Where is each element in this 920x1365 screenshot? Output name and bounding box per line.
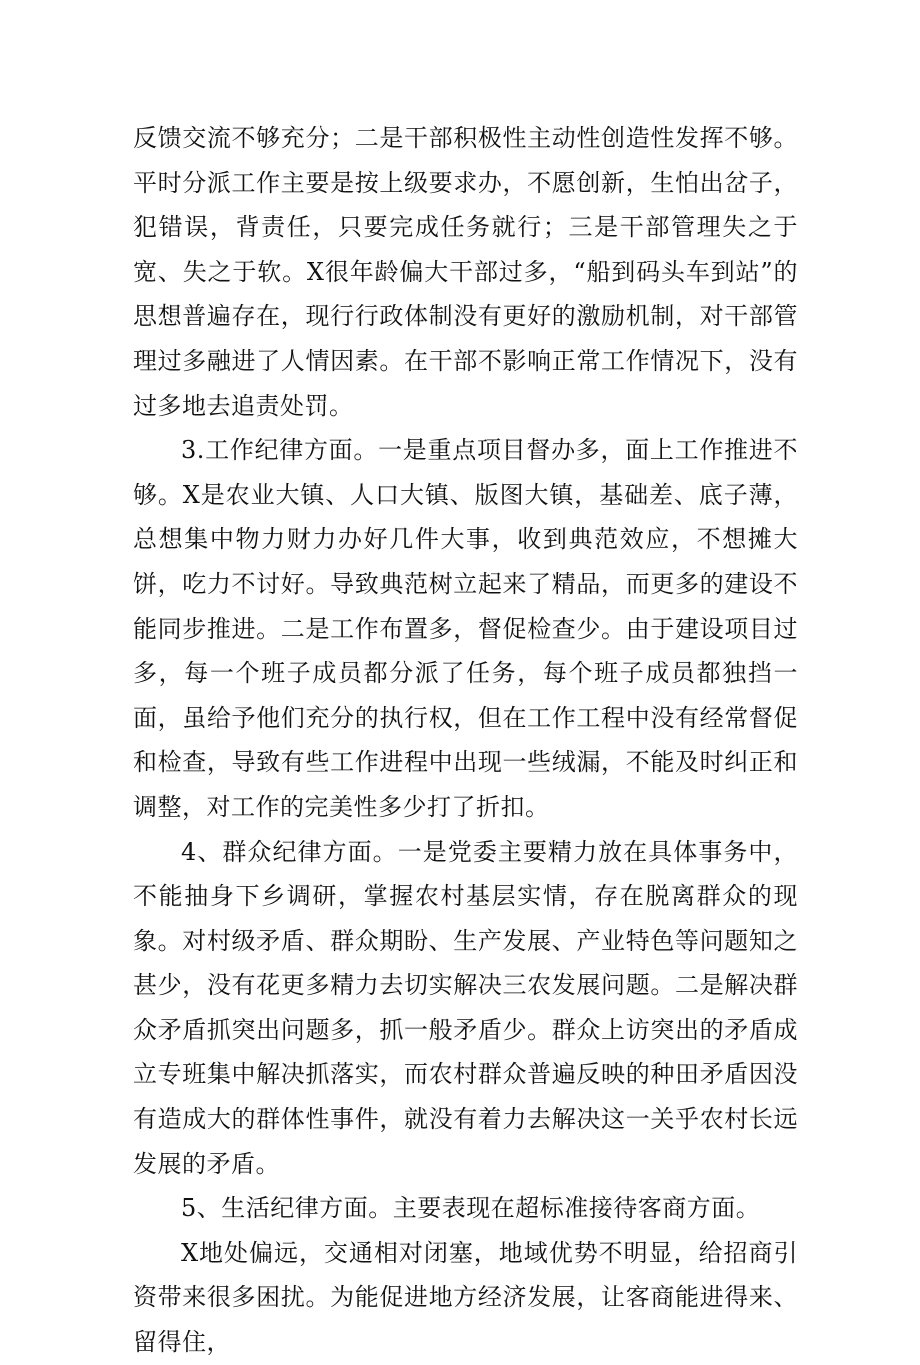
paragraph-life-discipline: 5、生活纪律方面。主要表现在超标准接待客商方面。 <box>181 1194 761 1223</box>
document-body <box>133 116 798 1365</box>
paragraph-mass-discipline: 4、群众纪律方面。一是党委主要精力放在具体事务中，不能抽身下乡调研，掌握农村基层实情，存在脱离群众的现象。对村级矛盾、群众期盼、生产发展、产业特色等问题知之甚少，没有花更多精力去切实解决三农发展问题。二是解决群众矛盾抓突出问题多，抓一般矛盾少。群众上访突出的矛盾成立专班集中解决抓落实，而农村群众普遍反映的种田矛盾因没有造成大的群体性事件，就没有着力去解决这一关乎农村长远发展的矛盾。 <box>133 837 798 1178</box>
paragraph-location-context: X地处偏远，交通相对闭塞，地域优势不明显，给招商引资带来很多困扰。为能促进地方经济发展，让客商能进得来、留得住， <box>133 1238 798 1357</box>
paragraph-work-discipline: 3.工作纪律方面。一是重点项目督办多，面上工作推进不够。X是农业大镇、人口大镇、版图大镇，基础差、底子薄，总想集中物力财力办好几件大事，收到典范效应，不想摊大饼，吃力不讨好。导致典范树立起来了精品，而更多的建设不能同步推进。二是工作布置多，督促检查少。由于建设项目过多，每一个班子成员都分派了任务，每个班子成员都独挡一面，虽给予他们充分的执行权，但在工作工程中没有经常督促和检查，导致有些工作进程中出现一些绒漏，不能及时纠正和调整，对工作的完美性多少打了折扣。 <box>133 436 798 821</box>
paragraph-cadre-management: 反馈交流不够充分；二是干部积极性主动性创造性发挥不够。平时分派工作主要是按上级要求办，不愿创新，生怕出岔子，犯错误，背责任，只要完成任务就行；三是干部管理失之于宽、失之于软。X很年龄偏大干部过多，“船到码头车到站”的思想普遍存在，现行行政体制没有更好的激励机制，对干部管理过多融进了人情因素。在干部不影响正常工作情况下，没有过多地去追责处罚。 <box>133 124 798 420</box>
